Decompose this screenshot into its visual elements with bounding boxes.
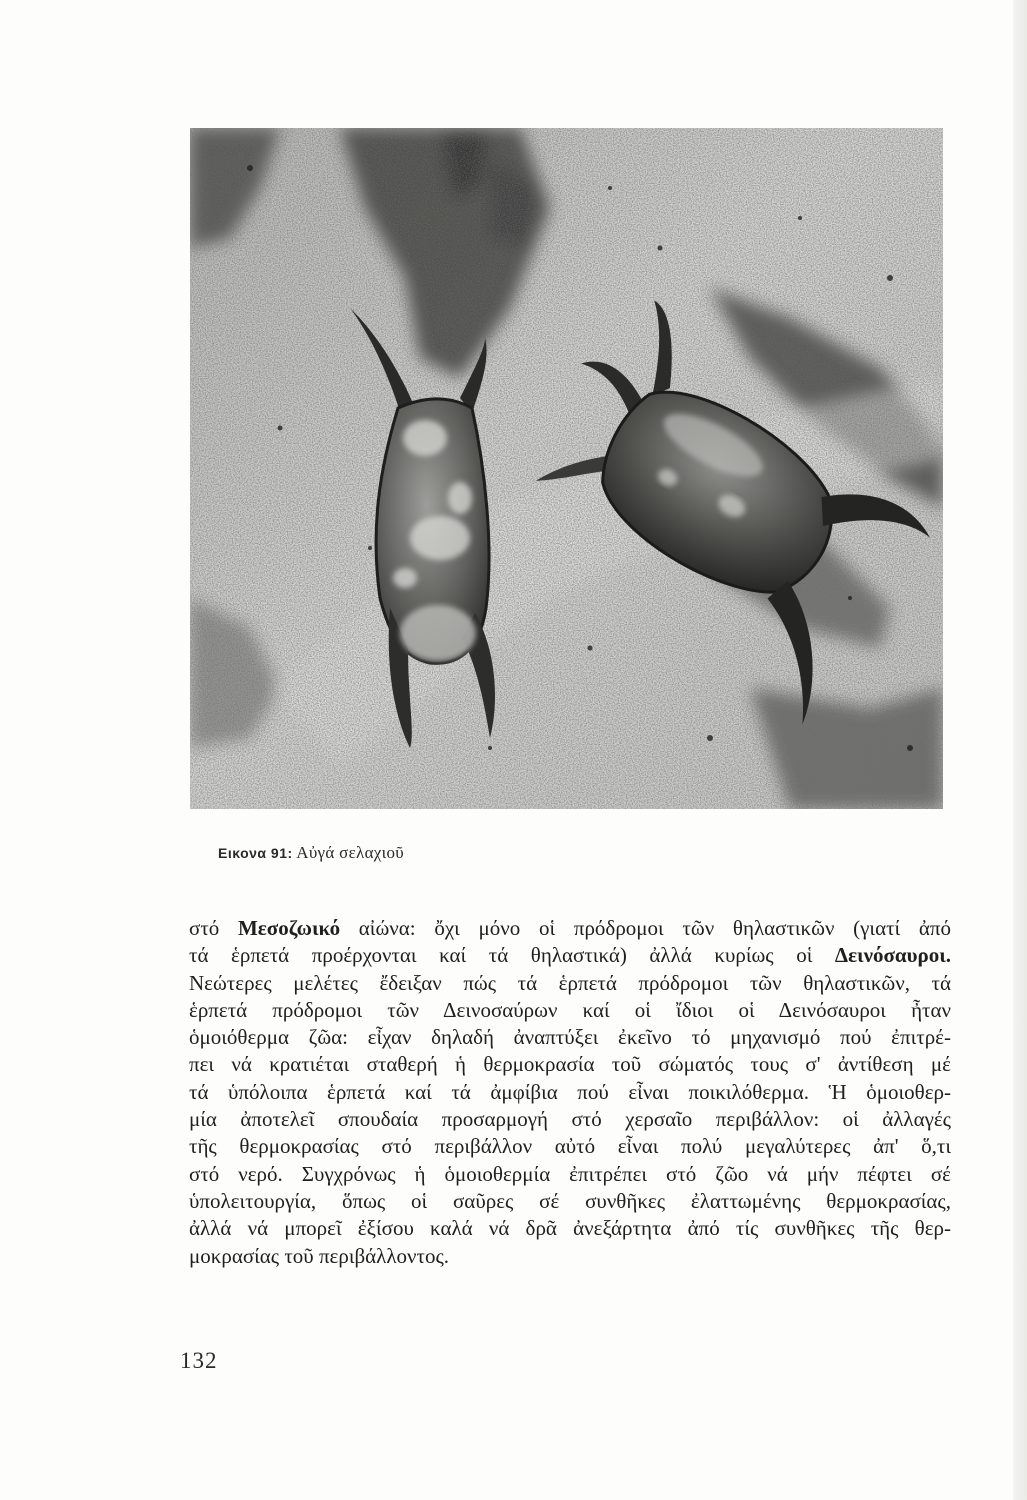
figure-photo-shark-eggs — [190, 128, 943, 809]
text-line: στό Μεσοζωικό αἰώνα: ὄχι μόνο οἱ πρόδρομοι τῶν θηλαστικῶν (γιατί ἀπό — [189, 916, 951, 940]
bold-term: Δεινόσαυροι. — [834, 943, 951, 968]
text-line: στό νερό. Συγχρόνως ἡ ὁμοιοθερμία ἐπιτρέπει στό ζῶο νά μήν πέφτει σέ — [189, 1161, 951, 1186]
text-line: πει νά κρατιέται σταθερή ἡ θερμοκρασία τοῦ σώματός τους σ' ἀντίθεση μέ — [189, 1052, 951, 1077]
bold-term: Μεσοζωικό — [237, 916, 341, 940]
text-line: μοκρασίας τοῦ περιβάλλοντος. — [189, 1243, 450, 1268]
text-line: Νεώτερες μελέτες ἔδειξαν πώς τά ἑρπετά πρόδρομοι τῶν θηλαστικῶν, τά — [189, 970, 951, 995]
text-line: τά ὑπόλοιπα ἑρπετά καί τά ἀμφίβια πού εἶναι ποικιλόθερμα. Ἡ ὁμοιοθερ- — [189, 1079, 951, 1104]
figure-caption-text: Αὐγά σελαχιοῦ — [296, 843, 405, 862]
figure-caption-label: Εικονα 91: — [218, 845, 293, 861]
body-paragraph — [189, 915, 951, 1270]
figure-caption — [218, 843, 404, 863]
text-line: ὁμοιόθερμα ζῶα: εἶχαν δηλαδή ἀναπτύξει ἐκεῖνο τό μηχανισμό πού ἐπιτρέ- — [189, 1025, 951, 1050]
text-line: ἑρπετά πρόδρομοι τῶν Δεινοσαύρων καί οἱ ἴδιοι οἱ Δεινόσαυροι ἦταν — [189, 997, 951, 1022]
page-edge — [1013, 0, 1027, 1500]
text-line: τῆς θερμοκρασίας στό περιβάλλον αὐτό εἶναι πολύ μεγαλύτερες ἀπ' ὅ,τι — [189, 1134, 951, 1159]
text-line: μία ἀποτελεῖ σπουδαία προσαρμογή στό χερσαῖο περιβάλλον: οἱ ἀλλαγές — [189, 1107, 951, 1132]
text-line: ὑπολειτουργία, ὅπως οἱ σαῦρες σέ συνθῆκες ἐλαττωμένης θερμοκρασίας, — [189, 1188, 951, 1213]
text-line: ἀλλά νά μπορεῖ ἐξίσου καλά νά δρᾶ ἀνεξάρτητα ἀπό τίς συνθῆκες τῆς θερ- — [189, 1216, 951, 1241]
text-line: τά ἑρπετά προέρχονται καί τά θηλαστικά) ἀλλά κυρίως οἱ Δεινόσαυροι. — [189, 943, 951, 968]
page-number: 132 — [180, 1348, 218, 1373]
